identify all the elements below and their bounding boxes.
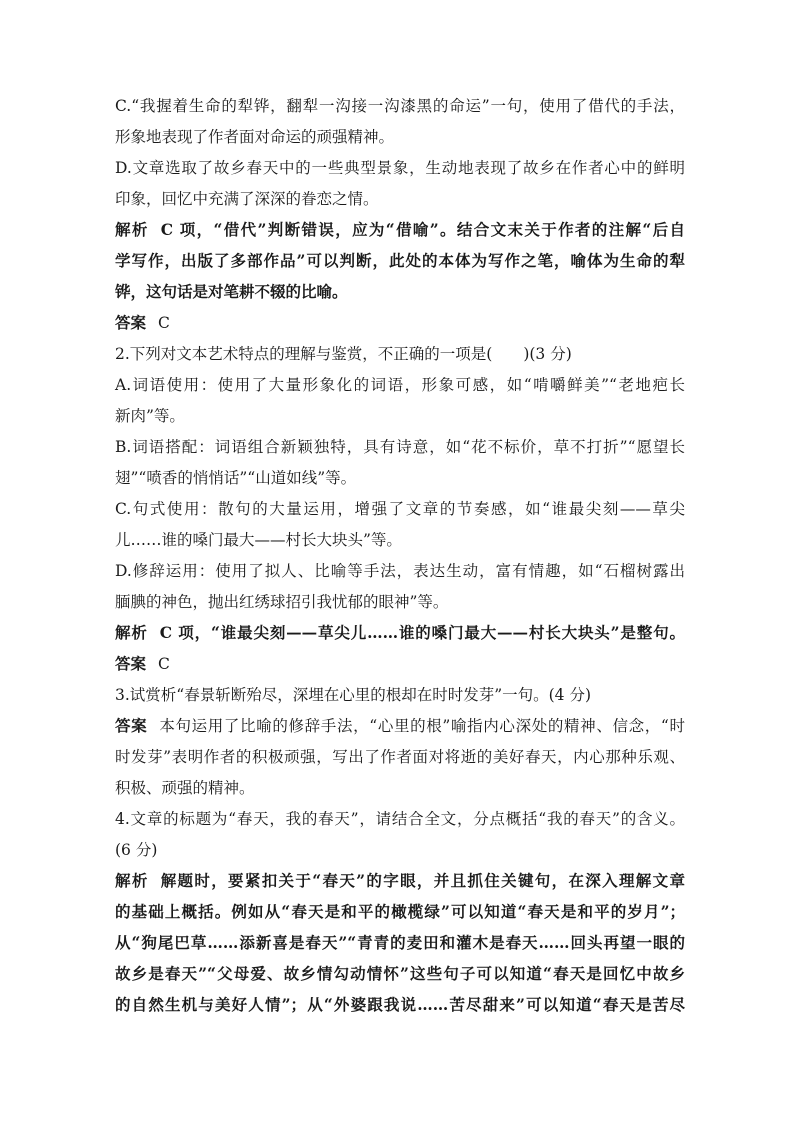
q2-option-d-line-1: D.修辞运用：使用了拟人、比喻等手法，表达生动，富有情趣，如“石榴树露出 [115, 562, 685, 580]
q3-answer-line-1: 答案 本句运用了比喻的修辞手法，“心里的根”喻指内心深处的精神、信念，“时 [115, 716, 685, 735]
q4-analysis-line-1: 解析 解题时，要紧扣关于“春天”的字眼，并且抓住关键句，在深入理解文章 [115, 871, 685, 890]
answer-label: 答案 [115, 313, 147, 332]
q3-answer-line-3: 积极、顽强的精神。 [115, 779, 255, 797]
q4-analysis-line-2: 的基础上概括。例如从“春天是和平的橄榄绿”可以知道“春天是和平的岁月”； [115, 902, 685, 921]
q2-option-d-line-2: 腼腆的神色，抛出红绣球招引我忧郁的眼神”等。 [115, 593, 449, 611]
q4-stem-line-2: (6 分) [115, 841, 158, 859]
answer-label: 答案 [115, 716, 148, 735]
q3-answer-line-2: 时发芽”表明作者的积极顽强，写出了作者面对将逝的美好春天，内心那种乐观、 [115, 748, 685, 766]
q3-stem: 3.试赏析“春景斩断殆尽，深埋在心里的根却在时时发芽”一句。(4 分) [115, 686, 592, 704]
q1-analysis-line-2: 学写作，出版了多部作品”可以判断，此处的本体为写作之笔，喻体为生命的犁 [115, 251, 685, 270]
q1-analysis-line-1: 解析 C 项，“借代”判断错误，应为“借喻”。结合文末关于作者的注解“后自 [115, 220, 685, 239]
q2-option-a-line-2: 新肉”等。 [115, 407, 185, 425]
analysis-label: 解析 [115, 623, 148, 642]
q2-option-c-line-1: C.句式使用：散句的大量运用，增强了文章的节奏感，如“谁最尖刻——草尖 [115, 500, 685, 518]
q1-option-d-line-2: 印象，回忆中充满了深深的眷恋之情。 [115, 190, 379, 208]
q4-analysis-line-5: 的自然生机与美好人情”；从“外婆跟我说……苦尽甜来”可以知道“春天是苦尽 [115, 995, 685, 1014]
q2-option-b-line-2: 翅”“喷香的悄悄话”“山道如线”等。 [115, 469, 357, 487]
analysis-label: 解析 [115, 220, 149, 239]
q1-option-d-line-1: D.文章选取了故乡春天中的一些典型景象，生动地表现了故乡在作者心中的鲜明 [115, 159, 685, 177]
q2-stem: 2.下列对文本艺术特点的理解与鉴赏，不正确的一项是( )(3 分) [115, 345, 572, 363]
q1-answer: 答案 C [115, 313, 170, 332]
q2-analysis: 解析 C 项，“谁最尖刻——草尖儿……谁的嗓门最大——村长大块头”是整句。 [115, 623, 685, 642]
q1-option-c-line-1: C.“我握着生命的犁铧，翻犁一沟接一沟漆黑的命运”一句，使用了借代的手法， [115, 97, 685, 115]
q4-analysis-line-4: 故乡是春天”“父母爱、故乡情勾动情怀”这些句子可以知道“春天是回忆中故乡 [115, 964, 685, 983]
q4-stem-line-1: 4.文章的标题为“春天，我的春天”，请结合全文，分点概括“我的春天”的含义。 [115, 810, 685, 828]
q2-answer: 答案 C [115, 654, 170, 673]
answer-label: 答案 [115, 654, 147, 673]
q1-option-c-line-2: 形象地表现了作者面对命运的顽强精神。 [115, 128, 395, 146]
analysis-label: 解析 [115, 871, 149, 890]
q2-option-a-line-1: A.词语使用：使用了大量形象化的词语，形象可感，如“啃嚼鲜美”“老地疤长 [115, 376, 685, 394]
q4-analysis-line-3: 从“狗尾巴草……添新喜是春天”“青青的麦田和灌木是春天……回头再望一眼的 [115, 933, 685, 952]
q2-option-b-line-1: B.词语搭配：词语组合新颖独特，具有诗意，如“花不标价，草不打折”“愿望长 [115, 438, 685, 456]
q2-option-c-line-2: 儿……谁的嗓门最大——村长大块头”等。 [115, 531, 402, 549]
q1-analysis-line-3: 铧，这句话是对笔耕不辍的比喻。 [115, 282, 348, 301]
